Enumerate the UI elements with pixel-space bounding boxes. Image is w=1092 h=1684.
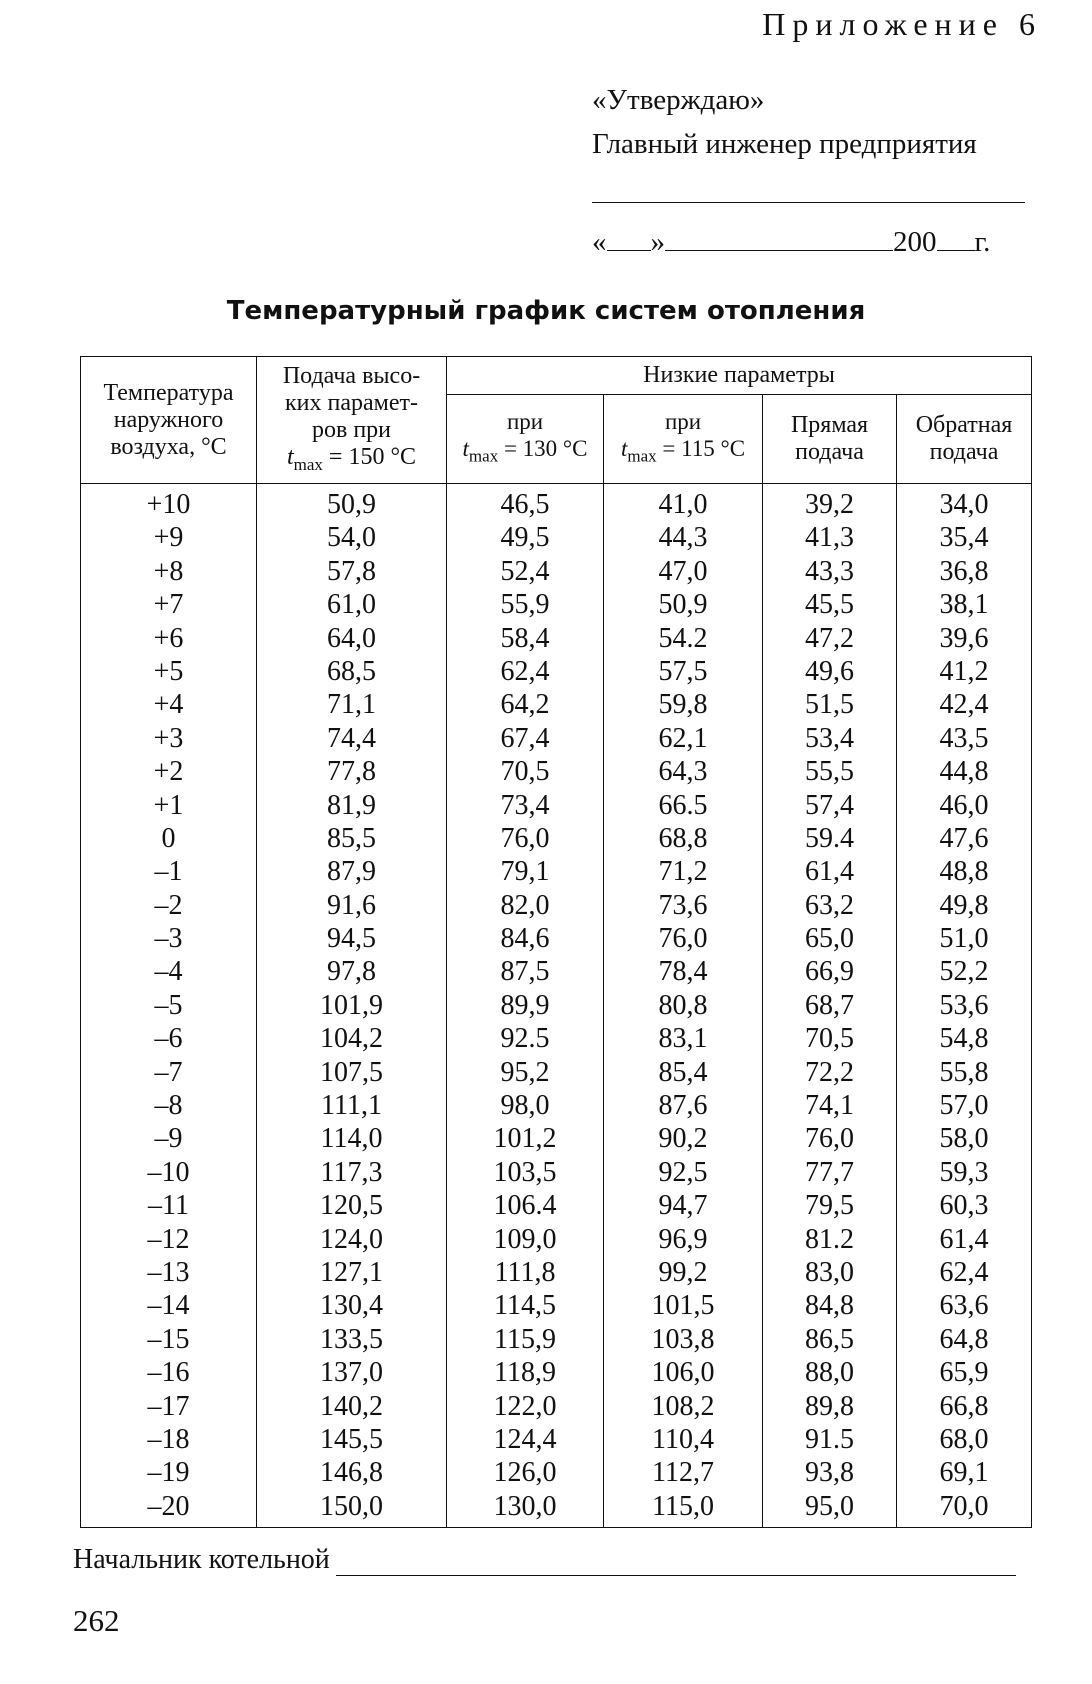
- table-cell: 101,5: [651, 1290, 715, 1322]
- table-cell: 52,2: [939, 956, 989, 988]
- table-cell: 130,4: [320, 1290, 383, 1322]
- table-cell: 43,5: [939, 722, 989, 754]
- table-cell: 67,4: [500, 722, 550, 754]
- column-return-supply: [897, 484, 1032, 1528]
- table-cell: 146,8: [320, 1457, 383, 1489]
- table-cell: 108,2: [651, 1390, 715, 1422]
- header-formula-150: $t_{max} = 150$ °C: [286, 443, 417, 474]
- table-cell: 59,8: [658, 689, 708, 721]
- table-cell: 92.5: [500, 1023, 550, 1055]
- table-cell: 89,8: [805, 1390, 854, 1422]
- table-cell: 98,0: [500, 1090, 550, 1122]
- date-close-quote: »: [650, 226, 665, 258]
- table-cell: 57,5: [658, 655, 708, 687]
- column-low-130: [447, 484, 604, 1528]
- table-cell: 0: [161, 822, 176, 854]
- table-cell: 65,0: [805, 923, 854, 955]
- table-cell: 62,4: [500, 655, 550, 687]
- table-cell: 76,0: [658, 923, 708, 955]
- table-cell: 38,1: [939, 589, 989, 621]
- header-tmax-130: [447, 395, 604, 484]
- table-body-row: [81, 484, 1032, 1528]
- year-suffix: г.: [974, 226, 991, 258]
- table-cell: –15: [147, 1323, 190, 1355]
- table-cell: 64,2: [500, 689, 550, 721]
- table-cell: 96,9: [658, 1223, 708, 1255]
- table-cell: 61,4: [805, 856, 854, 888]
- temperature-schedule-table: [80, 356, 1032, 1528]
- table-cell: 41,2: [939, 655, 989, 687]
- table-cell: 94,7: [658, 1190, 708, 1222]
- table-cell: –6: [154, 1023, 183, 1055]
- table-cell: 124,0: [320, 1223, 383, 1255]
- table-cell: 115,0: [652, 1490, 714, 1522]
- table-cell: 55,9: [500, 589, 550, 621]
- table-cell: 65,9: [939, 1357, 989, 1389]
- table-cell: 114,5: [494, 1290, 556, 1322]
- header-direct-supply: [763, 395, 897, 484]
- table-cell: –3: [154, 923, 183, 955]
- table-cell: 59.4: [805, 822, 854, 854]
- table-cell: –7: [154, 1056, 183, 1088]
- header-line: воздуха, °C: [110, 433, 227, 460]
- date-open-quote: «: [592, 226, 607, 258]
- year-prefix: 200: [893, 226, 937, 258]
- table-cell: 47,6: [939, 822, 989, 854]
- header-line: подача: [929, 439, 999, 466]
- table-cell: 87,9: [327, 856, 376, 888]
- table-cell: 41,3: [805, 522, 854, 554]
- table-cell: +6: [153, 622, 184, 654]
- approval-block: [592, 78, 977, 166]
- table-cell: –17: [147, 1390, 190, 1422]
- month-blank: [665, 224, 893, 251]
- table-cell: 64,8: [939, 1323, 989, 1355]
- table-cell: 84,8: [805, 1290, 854, 1322]
- table-cell: 104,2: [320, 1023, 383, 1055]
- table-cell: –16: [147, 1357, 190, 1389]
- header-line: Температура: [103, 379, 234, 406]
- table-cell: 109,0: [493, 1223, 557, 1255]
- table-cell: 66.5: [658, 789, 708, 821]
- signature-label: Начальник котельной: [73, 1544, 330, 1575]
- table-cell: 140,2: [320, 1390, 383, 1422]
- table-cell: 68,8: [658, 822, 708, 854]
- header-line: при: [506, 409, 544, 435]
- table-cell: 82,0: [500, 889, 550, 921]
- table-cell: 86,5: [805, 1323, 854, 1355]
- table-cell: 47,0: [658, 555, 708, 587]
- table-cell: –10: [147, 1156, 190, 1188]
- table-cell: 97,8: [327, 956, 376, 988]
- approver-signature-line: [592, 202, 1025, 203]
- table-cell: –12: [147, 1223, 190, 1255]
- table-cell: –5: [154, 989, 183, 1021]
- header-line: подача: [795, 439, 864, 466]
- table-cell: –14: [147, 1290, 190, 1322]
- table-cell: 69,1: [939, 1457, 989, 1489]
- table-cell: 118,9: [494, 1357, 556, 1389]
- table-cell: 52,4: [500, 555, 550, 587]
- table-cell: 124,4: [493, 1423, 557, 1455]
- table-cell: 44,8: [939, 756, 989, 788]
- table-cell: 111,1: [321, 1090, 382, 1122]
- table-cell: 53,6: [939, 989, 989, 1021]
- table-cell: 74,4: [327, 722, 376, 754]
- table-cell: 70,5: [500, 756, 550, 788]
- table-cell: 51,0: [939, 923, 989, 955]
- table-cell: 150,0: [320, 1490, 383, 1522]
- table-cell: +8: [153, 555, 184, 587]
- table-cell: 62,1: [658, 722, 708, 754]
- table-cell: +5: [153, 655, 184, 687]
- page-number: 262: [73, 1603, 120, 1638]
- table-cell: 50,9: [658, 589, 708, 621]
- table-cell: –4: [154, 956, 183, 988]
- table-cell: 101,9: [320, 989, 383, 1021]
- header-line: при: [664, 409, 702, 435]
- table-cell: 34,0: [939, 489, 989, 520]
- table-cell: 76,0: [500, 822, 550, 854]
- table-cell: 54,0: [327, 522, 376, 554]
- table-cell: 77,7: [805, 1156, 854, 1188]
- table-cell: 47,2: [805, 622, 854, 654]
- table-cell: 39,2: [805, 489, 854, 520]
- table-cell: 101,2: [493, 1123, 557, 1155]
- table-cell: 66,8: [939, 1390, 989, 1422]
- table-cell: 61,4: [939, 1223, 989, 1255]
- table-cell: 145,5: [320, 1423, 383, 1455]
- table-cell: +10: [146, 489, 191, 520]
- appendix-label: Приложение 6: [762, 6, 1042, 42]
- day-blank: [607, 224, 651, 251]
- year-blank: [937, 224, 975, 251]
- table-cell: 43,3: [805, 555, 854, 587]
- table-cell: 114,0: [320, 1123, 383, 1155]
- approver-position: Главный инженер предприятия: [592, 128, 977, 160]
- table-cell: 73,6: [658, 889, 708, 921]
- header-line: Подача высо-: [282, 362, 421, 389]
- table-cell: 49,6: [805, 655, 854, 687]
- table-cell: 57,8: [327, 555, 376, 587]
- table-cell: 91.5: [805, 1423, 854, 1455]
- header-line: Прямая: [790, 412, 869, 439]
- table-cell: –1: [154, 856, 183, 888]
- table-cell: 87,5: [500, 956, 550, 988]
- header-return-supply: [897, 395, 1032, 484]
- table-cell: 72,2: [805, 1056, 854, 1088]
- table-cell: 55,8: [939, 1056, 989, 1088]
- signature-line: [336, 1547, 1016, 1576]
- table-cell: 130,0: [493, 1490, 557, 1522]
- column-low-115: [604, 484, 763, 1528]
- table-cell: –9: [154, 1123, 183, 1155]
- header-high-parameters: [257, 357, 447, 484]
- column-outdoor-temperature: [81, 484, 257, 1528]
- table-cell: 107,5: [320, 1056, 383, 1088]
- table-cell: +2: [153, 756, 184, 788]
- table-cell: 106.4: [493, 1190, 557, 1222]
- table-cell: 49,5: [500, 522, 550, 554]
- table-cell: 54.2: [658, 622, 708, 654]
- table-cell: 42,4: [939, 689, 989, 721]
- table-cell: +7: [153, 589, 184, 621]
- header-low-parameters: Низкие параметры: [447, 357, 1032, 395]
- table-cell: 48,8: [939, 856, 989, 888]
- table-cell: 61,0: [327, 589, 376, 621]
- table-cell: 99,2: [658, 1256, 708, 1288]
- table-cell: 57,0: [939, 1090, 989, 1122]
- table-cell: 122,0: [493, 1390, 557, 1422]
- table-cell: 81.2: [805, 1223, 854, 1255]
- table-cell: 80,8: [658, 989, 708, 1021]
- table-cell: 91,6: [327, 889, 376, 921]
- table-cell: –20: [147, 1490, 190, 1522]
- table-cell: 70,5: [805, 1023, 854, 1055]
- table-cell: 93,8: [805, 1457, 854, 1489]
- table-cell: –11: [148, 1190, 189, 1222]
- approval-date-line: [592, 224, 990, 259]
- table-cell: 57,4: [805, 789, 854, 821]
- table-cell: 90,2: [658, 1123, 708, 1155]
- table-cell: 106,0: [651, 1357, 715, 1389]
- table-cell: 46,5: [500, 489, 550, 520]
- table-cell: 94,5: [327, 923, 376, 955]
- table-cell: 115,9: [494, 1323, 556, 1355]
- table-cell: 46,0: [939, 789, 989, 821]
- table-cell: 89,9: [500, 989, 550, 1021]
- table-cell: –18: [147, 1423, 190, 1455]
- table-cell: 60,3: [939, 1190, 989, 1222]
- table-cell: +3: [153, 722, 184, 754]
- table-cell: 70,0: [939, 1490, 989, 1522]
- table-cell: 73,4: [500, 789, 550, 821]
- table-cell: 62,4: [939, 1256, 989, 1288]
- table-cell: –19: [147, 1457, 190, 1489]
- approve-label: «Утверждаю»: [592, 84, 765, 116]
- table-cell: 59,3: [939, 1156, 989, 1188]
- table-cell: 133,5: [320, 1323, 383, 1355]
- table-cell: +9: [153, 522, 184, 554]
- table-cell: 64,3: [658, 756, 708, 788]
- column-high-150: [257, 484, 447, 1528]
- table-cell: +1: [153, 789, 184, 821]
- table-cell: 85,4: [658, 1056, 708, 1088]
- table-cell: 68,5: [327, 655, 376, 687]
- table-cell: 58,0: [939, 1123, 989, 1155]
- table-cell: 71,1: [327, 689, 376, 721]
- header-line: ких парамет-: [285, 389, 418, 416]
- table-cell: 64,0: [327, 622, 376, 654]
- table-cell: 77,8: [327, 756, 376, 788]
- table-cell: 87,6: [658, 1090, 708, 1122]
- table-cell: 36,8: [939, 555, 989, 587]
- table-cell: 117,3: [320, 1156, 383, 1188]
- header-formula-130: $t_{max} = 130$ °C: [462, 436, 588, 466]
- table-cell: 127,1: [320, 1256, 383, 1288]
- table-cell: 81,9: [327, 789, 376, 821]
- header-outdoor-temperature: [81, 357, 257, 484]
- table-cell: 92,5: [658, 1156, 708, 1188]
- table-cell: 120,5: [320, 1190, 383, 1222]
- table-cell: –13: [147, 1256, 190, 1288]
- header-line: Обратная: [915, 412, 1013, 439]
- table-cell: 74,1: [805, 1090, 854, 1122]
- table-cell: 66,9: [805, 956, 854, 988]
- table-cell: 79,5: [805, 1190, 854, 1222]
- table-cell: 103,5: [493, 1156, 557, 1188]
- table-cell: 50,9: [327, 489, 376, 520]
- table-cell: –2: [154, 889, 183, 921]
- header-line: наружного: [113, 406, 224, 433]
- table-cell: 68,7: [805, 989, 854, 1021]
- table-cell: 63,6: [939, 1290, 989, 1322]
- table-cell: 78,4: [658, 956, 708, 988]
- header-tmax-115: [604, 395, 763, 484]
- table-cell: 112,7: [652, 1457, 714, 1489]
- table-cell: 53,4: [805, 722, 854, 754]
- table-cell: 79,1: [500, 856, 550, 888]
- table-cell: 49,8: [939, 889, 989, 921]
- table-cell: 83,0: [805, 1256, 854, 1288]
- boiler-chief-signature: [73, 1544, 1016, 1576]
- header-formula-115: $t_{max} = 115$ °C: [620, 436, 746, 466]
- table-cell: 51,5: [805, 689, 854, 721]
- table-cell: +4: [153, 689, 184, 721]
- table-cell: 41,0: [658, 489, 708, 520]
- table-cell: 110,4: [652, 1423, 714, 1455]
- table-cell: 54,8: [939, 1023, 989, 1055]
- table-cell: 83,1: [658, 1023, 708, 1055]
- table-cell: 85,5: [327, 822, 376, 854]
- table-cell: 55,5: [805, 756, 854, 788]
- table-cell: 95,0: [805, 1490, 854, 1522]
- table-cell: 88,0: [805, 1357, 854, 1389]
- table-cell: 45,5: [805, 589, 854, 621]
- document-title: Температурный график систем отопления: [226, 296, 866, 326]
- table-cell: 84,6: [500, 923, 550, 955]
- table-cell: 68,0: [939, 1423, 989, 1455]
- table-cell: 95,2: [500, 1056, 550, 1088]
- table-cell: 71,2: [658, 856, 708, 888]
- table-cell: 44,3: [658, 522, 708, 554]
- table-cell: 126,0: [493, 1457, 557, 1489]
- table-cell: –8: [154, 1090, 183, 1122]
- table-cell: 111,8: [494, 1256, 556, 1288]
- table-cell: 63,2: [805, 889, 854, 921]
- table-cell: 35,4: [939, 522, 989, 554]
- table-cell: 58,4: [500, 622, 550, 654]
- table-cell: 137,0: [320, 1357, 383, 1389]
- column-direct-supply: [763, 484, 897, 1528]
- table-cell: 76,0: [805, 1123, 854, 1155]
- table-cell: 103,8: [651, 1323, 715, 1355]
- table-cell: 39,6: [939, 622, 989, 654]
- header-line: ров при: [311, 416, 392, 443]
